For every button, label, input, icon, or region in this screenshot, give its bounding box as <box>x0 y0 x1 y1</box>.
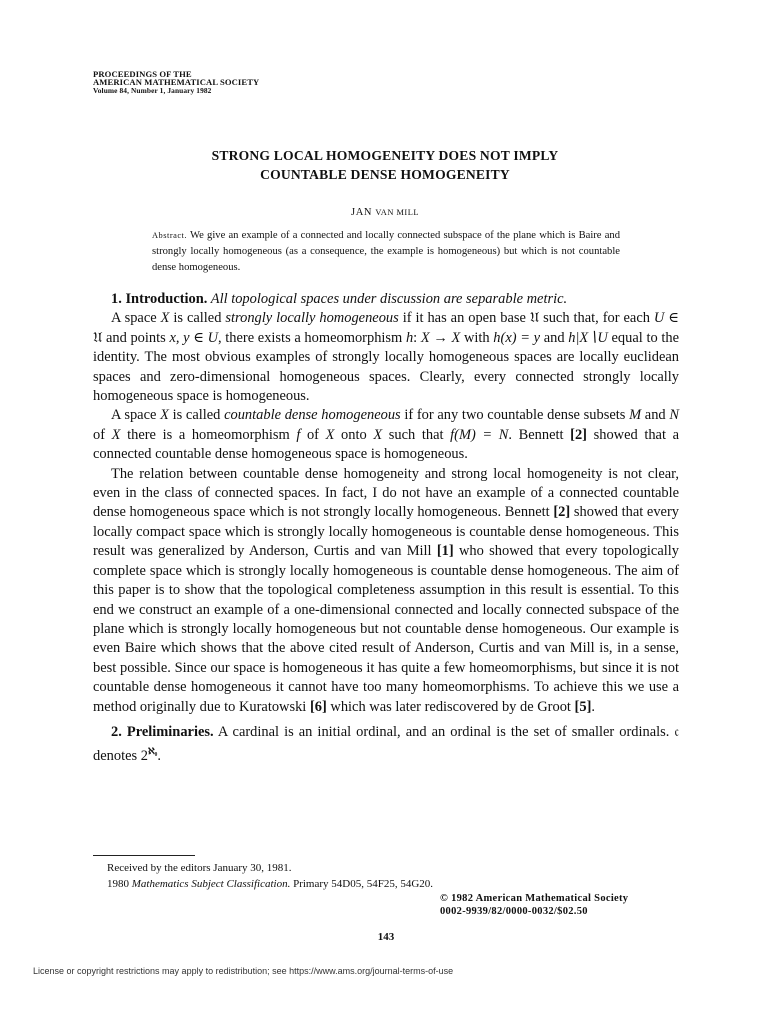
copyright-line: © 1982 American Mathematical Society <box>440 893 629 904</box>
journal-header-line: PROCEEDINGS OF THE <box>93 69 192 79</box>
text-run: and <box>641 407 670 424</box>
received-date: Received by the editors January 30, 1981. <box>107 862 292 874</box>
text-run: , there exists a homeomorphism <box>218 329 406 346</box>
text-run: if it has an open base 𝔘 such that, for each <box>398 310 654 327</box>
paper-title-line2: COUNTABLE DENSE HOMOGENEITY <box>260 167 510 182</box>
author-first: JAN <box>351 207 376 218</box>
text-run: and <box>540 329 569 346</box>
text-run: there is a homeomorphism <box>120 426 297 443</box>
text-run: A space <box>111 310 161 327</box>
citation-link[interactable]: [2] <box>570 426 587 443</box>
intro-lead-text: All topological spaces under discussion are separable metric. <box>207 291 568 307</box>
page-number: 143 <box>377 931 395 943</box>
journal-header <box>93 70 393 95</box>
text-run: A space <box>111 407 161 424</box>
volume-info: Volume 84, Number 1, January 1982 <box>93 85 212 95</box>
text-run: of <box>93 426 112 443</box>
math-expr: X → X <box>420 329 461 346</box>
abstract <box>152 228 620 276</box>
abstract-text: We give an example of a connected and locally connected subspace of the plane which is Baire and strongly locally homogeneous (as a consequence, the example is homogeneous) but which is not countable dense homogeneous. <box>152 230 620 273</box>
text-run: of <box>300 426 326 443</box>
text-run: with <box>460 329 494 346</box>
abstract-label: Abstract. <box>152 231 187 240</box>
citation-link[interactable]: [5] <box>574 698 592 715</box>
math-var: N <box>669 407 679 424</box>
text-run: . Bennett <box>508 426 571 443</box>
intro-paragraph-3 <box>93 465 679 717</box>
msc-label: Mathematics Subject Classification. <box>131 877 291 890</box>
math-expr: h(x) = y <box>493 329 541 346</box>
math-var: X <box>160 407 169 424</box>
math-var: U <box>207 329 218 346</box>
intro-paragraph-1 <box>93 309 679 406</box>
text-run: . <box>591 698 595 715</box>
text-run: is called <box>168 407 225 424</box>
text-run: equal to the identity. The most obvious examples of strongly locally homogeneous spaces are locally euclidean spaces and zero-dimensional homogeneous spaces. Clearly, every connected strongly locally homogeneous space is homogeneous. <box>93 329 679 405</box>
section-heading-preliminaries: 2. Preliminaries. <box>111 723 214 740</box>
superscript: ℵ₀ <box>147 746 158 757</box>
math-var: U <box>653 310 665 327</box>
intro-paragraph-2 <box>93 406 679 464</box>
text-run: such that <box>382 426 451 443</box>
preliminaries-paragraph <box>93 723 679 767</box>
text-run: ∈ 𝔘 and points <box>93 310 679 346</box>
text-run: is called <box>169 310 226 327</box>
journal-name: AMERICAN MATHEMATICAL SOCIETY <box>93 77 260 88</box>
math-expr: f(M) = N <box>450 426 509 443</box>
math-var: X <box>111 426 121 443</box>
math-var: f <box>296 426 301 443</box>
math-var: h <box>405 329 414 346</box>
math-var: X <box>373 426 383 443</box>
msc-year: 1980 <box>107 877 132 890</box>
citation-link[interactable]: [2] <box>553 504 571 521</box>
text-run: onto <box>334 426 374 443</box>
text-run: A cardinal is an initial ordinal, and an ordinal is the set of smaller ordinals. 𝔠 denotes 2 <box>93 723 679 765</box>
citation-link[interactable]: [6] <box>309 698 327 715</box>
text-run: who showed that every topologically complete space which is strongly locally homogeneous is countable dense homogeneous. The aim of this paper is to show that the topological completeness assumption in this result is essential. To this end we construct an example of a one-dimensional connected and locally connected subspace of the plane which is strongly locally homogeneous but not countable dense homogeneous. Our example is even Baire which shows that the above cited result of Anderson, Curtis and van Mill is, in a sense, best possible. Since our space is homogeneous it has quite a few homeomorphisms, but since it is not countable dense homogeneous it cannot have too many homeomorphisms. To achieve this we use a method originally due to Kuratowski <box>93 543 679 715</box>
text-run: ∈ <box>189 329 208 346</box>
math-expr: h|X∖U <box>568 329 608 346</box>
text-run: . <box>157 748 161 765</box>
math-var: M <box>629 407 642 424</box>
issn-code: 0002-9939/82/0000-0032/$02.50 <box>440 905 588 917</box>
text-run: showed that a connected countable dense homogeneous space is homogeneous. <box>93 426 680 463</box>
text-run: The relation between countable dense homogeneity and strong local homogeneity is not clear, even in the class of connected spaces. In fact, I do not have an example of a connected countable dense homogeneous space which is not strongly locally homogeneous. Bennett <box>93 465 679 521</box>
math-var: x, y <box>169 329 190 346</box>
text-run: showed that every locally compact space which is strongly locally homogeneous is countable dense homogeneous. This result was generalized by Anderson, Curtis and van Mill <box>93 504 679 560</box>
text-run: if for any two countable dense subsets <box>400 407 630 424</box>
paper-title <box>93 146 677 184</box>
author-last: VAN MILL <box>375 208 419 217</box>
msc-codes: Primary 54D05, 54F25, 54G20. <box>290 877 434 890</box>
math-var: X <box>325 426 335 443</box>
defined-term: strongly locally homogeneous <box>225 310 399 327</box>
copyright-notice <box>440 893 680 918</box>
math-var: X <box>160 310 170 327</box>
text-run: : <box>413 329 421 346</box>
author <box>93 207 677 218</box>
footnotes <box>93 861 679 892</box>
license-notice[interactable]: License or copyright restrictions may apply to redistribution; see https://www.ams.org/journal-terms-of-use <box>33 966 454 976</box>
intro-paragraph-lead <box>93 290 679 309</box>
defined-term: countable dense homogeneous <box>224 407 401 424</box>
citation-link[interactable]: [1] <box>436 543 454 560</box>
footnote-divider <box>93 855 195 856</box>
body-text <box>93 290 679 767</box>
text-run: which was later rediscovered by de Groot <box>326 698 575 715</box>
paper-title-line1: STRONG LOCAL HOMOGENEITY DOES NOT IMPLY <box>211 148 559 163</box>
section-heading-introduction: 1. Introduction. <box>111 291 208 307</box>
msc-classification <box>93 877 679 893</box>
